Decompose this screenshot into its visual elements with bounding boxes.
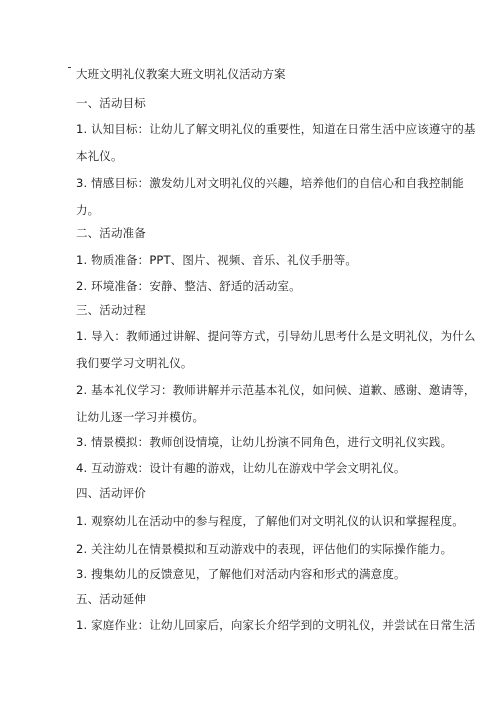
section-heading-goals: 一、活动目标 xyxy=(76,96,146,110)
paragraph-line: 1. 认知目标：让幼儿了解文明礼仪的重要性，知道在日常生活中应该遵守的基 xyxy=(76,122,476,136)
section-heading-process: 三、活动过程 xyxy=(76,303,146,317)
paragraph-line: 2. 环境准备：安静、整洁、舒适的活动室。 xyxy=(76,279,301,293)
paragraph-line: 力。 xyxy=(76,203,100,217)
paragraph-line: 1. 观察幼儿在活动中的参与程度，了解他们对文明礼仪的认识和掌握程度。 xyxy=(76,514,464,528)
section-heading-preparation: 二、活动准备 xyxy=(76,226,146,240)
paragraph-line: 3. 情感目标：激发幼儿对文明礼仪的兴趣，培养他们的自信心和自我控制能 xyxy=(76,176,464,190)
section-heading-extension: 五、活动延伸 xyxy=(76,592,146,606)
document-title: 大班文明礼仪教案大班文明礼仪活动方案 xyxy=(76,67,286,81)
paragraph-line: 3. 情景模拟：教师创设情境，让幼儿扮演不同角色，进行文明礼仪实践。 xyxy=(76,435,453,449)
paragraph-line: 1. 家庭作业：让幼儿回家后，向家长介绍学到的文明礼仪，并尝试在日常生活 xyxy=(76,618,476,632)
section-heading-evaluation: 四、活动评价 xyxy=(76,486,146,500)
paragraph-line: 4. 互动游戏：设计有趣的游戏，让幼儿在游戏中学会文明礼仪。 xyxy=(76,461,406,475)
paragraph-line: 让幼儿逐一学习并模仿。 xyxy=(76,410,205,424)
paragraph-line: 本礼仪。 xyxy=(76,149,123,163)
title-bullet-mark xyxy=(68,67,71,68)
paragraph-line: 1. 导入：教师通过讲解、提问等方式，引导幼儿思考什么是文明礼仪，为什么 xyxy=(76,329,476,343)
paragraph-line: 2. 基本礼仪学习：教师讲解并示范基本礼仪，如问候、道歉、感谢、邀请等， xyxy=(76,383,476,397)
paragraph-line: 2. 关注幼儿在情景模拟和互动游戏中的表现，评估他们的实际操作能力。 xyxy=(76,542,453,556)
paragraph-line: 1. 物质准备：PPT、图片、视频、音乐、礼仪手册等。 xyxy=(76,253,358,267)
paragraph-line: 3. 搜集幼儿的反馈意见，了解他们对活动内容和形式的满意度。 xyxy=(76,567,406,581)
paragraph-line: 我们要学习文明礼仪。 xyxy=(76,356,193,370)
